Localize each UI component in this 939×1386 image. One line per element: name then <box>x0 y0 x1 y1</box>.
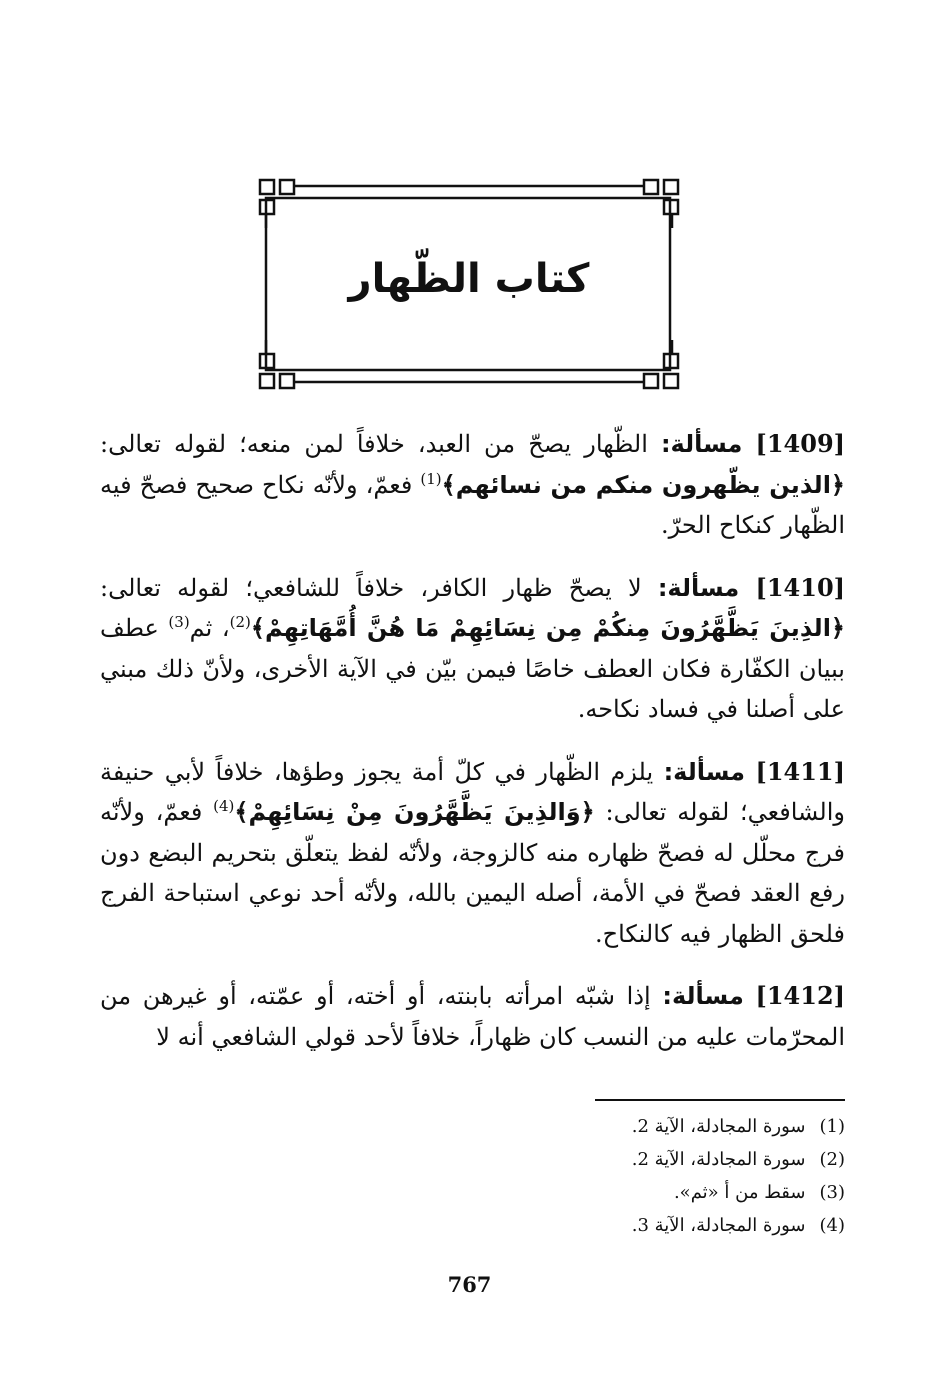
masala-label: مسألة: <box>657 573 740 602</box>
masala-1410 <box>100 568 845 730</box>
footnote-ref[interactable]: (1) <box>420 469 442 488</box>
masala-1409 <box>100 424 845 546</box>
footnote-ref[interactable]: (3) <box>168 613 190 631</box>
chapter-title: كتاب الظّهار <box>348 256 590 302</box>
footnote-number: (3) <box>819 1182 845 1203</box>
masala-label: مسألة: <box>663 757 746 786</box>
footnote-ref[interactable]: (4) <box>213 797 235 815</box>
masala-text: فعمّ، ولأنّه فرج محلّل له فصحّ ظهاره منه كالزوجة، ولأنّه لفظ يتعلّق بتحريم البضع دون رفع العقد فصحّ في الأمة، أصله اليمين بالله، ولأنّه أحد نوعي استباحة الفرج فلحق الظهار فيه كالنكاح. <box>100 798 845 948</box>
footnote <box>500 1110 845 1143</box>
footnote-text: سقط من أ «ثم». <box>673 1182 806 1203</box>
masala-number: [1411] <box>755 756 845 786</box>
masala-text: الظّهار يصحّ من العبد، خلافاً لمن منعه؛ لقوله تعالى: <box>100 430 661 458</box>
footnote <box>500 1176 845 1209</box>
masala-text: عطف ببيان الكفّارة فكان العطف خاصًا فيمن بيّن في الآية الأخرى، ولأنّ ذلك مبني على أصلنا في فساد نكاحه. <box>100 614 845 723</box>
masala-number: [1409] <box>755 429 845 458</box>
quran-verse: ﴿الذين يظّهرون منكم من نسائهم﴾ <box>441 470 845 499</box>
masala-text: يلزم الظّهار في كلّ أمة يجوز وطؤها، خلافاً لأبي حنيفة والشافعي؛ لقوله تعالى: <box>100 757 845 826</box>
footnote-text: سورة المجادلة، الآية 2. <box>631 1149 806 1170</box>
footnote-number: (1) <box>819 1116 845 1137</box>
masala-text: ، ثم <box>189 614 230 642</box>
footnote-number: (2) <box>819 1149 845 1170</box>
quran-verse: ﴿وَالذِينَ يَظَّهَّرُونَ مِنْ نِسَائِهِمْ﴾ <box>234 798 595 826</box>
footnote-ref[interactable]: (2) <box>229 613 251 631</box>
quran-verse: ﴿الذِينَ يَظَّهَّرُونَ مِنكُمْ مِن نِسَائِهِمْ مَا هُنَّ أُمَّهَاتِهِمْ﴾ <box>250 614 845 642</box>
footnote-number: (4) <box>819 1215 845 1236</box>
page-number: 767 <box>447 1272 492 1297</box>
footnotes <box>500 1110 845 1242</box>
footnote-text: سورة المجادلة، الآية 3. <box>631 1215 806 1236</box>
masala-text: لا يصحّ ظهار الكافر، خلافاً للشافعي؛ لقوله تعالى: <box>100 573 658 602</box>
footnote <box>500 1209 845 1242</box>
masala-text: فعمّ، ولأنّه نكاح صحيح فصحّ فيه الظّهار كنكاح الحرّ. <box>100 470 845 539</box>
footnote-divider <box>595 1099 845 1101</box>
masala-number: [1412] <box>755 981 845 1010</box>
masala-number: [1410] <box>755 572 845 602</box>
footnote <box>500 1143 845 1176</box>
masala-label: مسألة: <box>660 430 743 458</box>
masala-1411 <box>100 752 845 955</box>
masala-text: إذا شبّه امرأته بابنته، أو أخته، أو عمّته، أو غيرهن من المحرّمات عليه من النسب كان ظهاراً، خلافاً لأحد قولي الشافعي أنه لا <box>100 982 845 1051</box>
chapter-title-frame <box>258 178 680 390</box>
masala-1412 <box>100 976 845 1057</box>
masala-label: مسألة: <box>662 982 744 1010</box>
body-text <box>100 424 845 1079</box>
footnote-text: سورة المجادلة، الآية 2. <box>631 1116 806 1137</box>
